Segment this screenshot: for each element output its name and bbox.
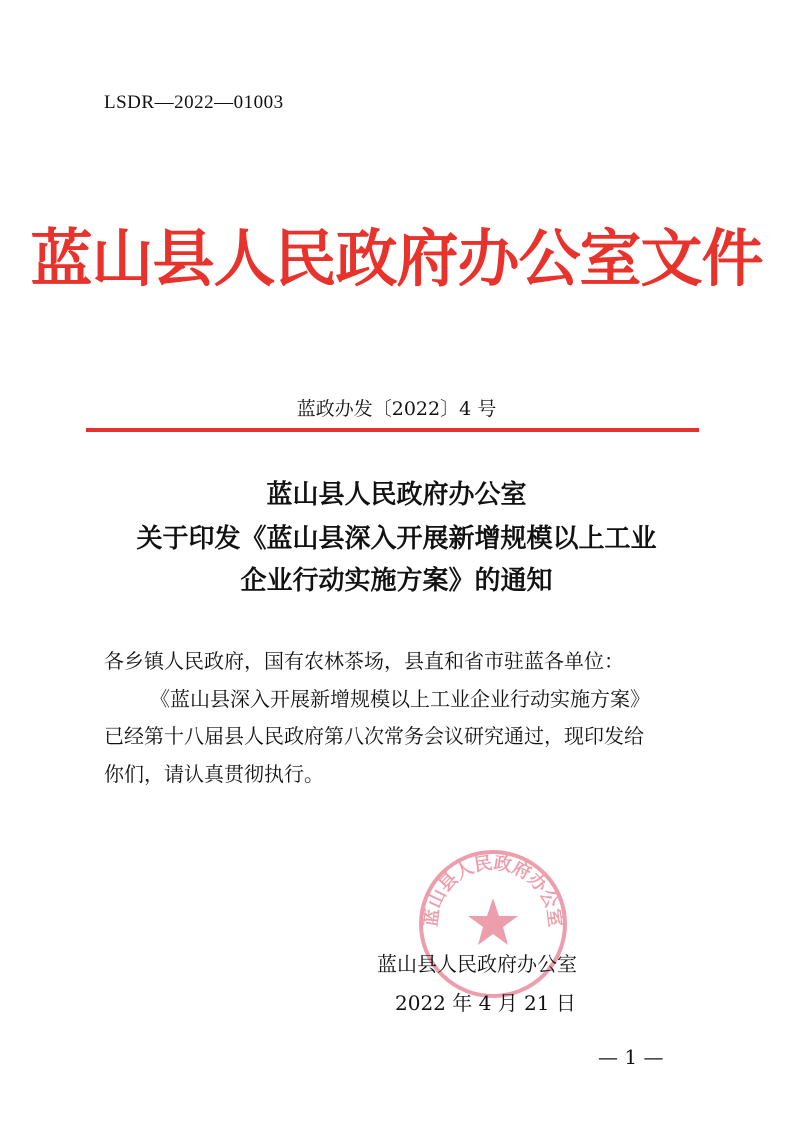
- document-title-line-1: 蓝山县人民政府办公室: [266, 480, 527, 510]
- seal-arc-text: 蓝山县人民政府办公室: [420, 852, 566, 929]
- page-number: — 1 —: [598, 1045, 664, 1069]
- body-line-3: 你们，请认真贯彻执行。: [104, 762, 324, 786]
- masthead-title: 蓝山县人民政府办公室文件: [30, 222, 763, 295]
- document-title-line-3: 企业行动实施方案》的通知: [240, 566, 553, 596]
- signature-organization: 蓝山县人民政府办公室: [377, 952, 577, 976]
- issue-number: 蓝政办发〔2022〕4 号: [296, 398, 497, 420]
- seal-star-icon: [468, 898, 518, 945]
- official-seal-icon: [417, 848, 569, 1000]
- document-code: LSDR—2022—01003: [104, 92, 284, 113]
- body-line-2: 已经第十八届县人民政府第八次常务会议研究通过，现印发给: [104, 724, 644, 748]
- red-divider-rule: [86, 428, 699, 432]
- addressee-line: 各乡镇人民政府，国有农林茶场，县直和省市驻蓝各单位：: [104, 649, 624, 673]
- body-line-1: 《蓝山县深入开展新增规模以上工业企业行动实施方案》: [150, 687, 650, 711]
- document-title-line-2: 关于印发《蓝山县深入开展新增规模以上工业: [136, 524, 657, 554]
- signature-date: 2022 年 4 月 21 日: [395, 991, 576, 1015]
